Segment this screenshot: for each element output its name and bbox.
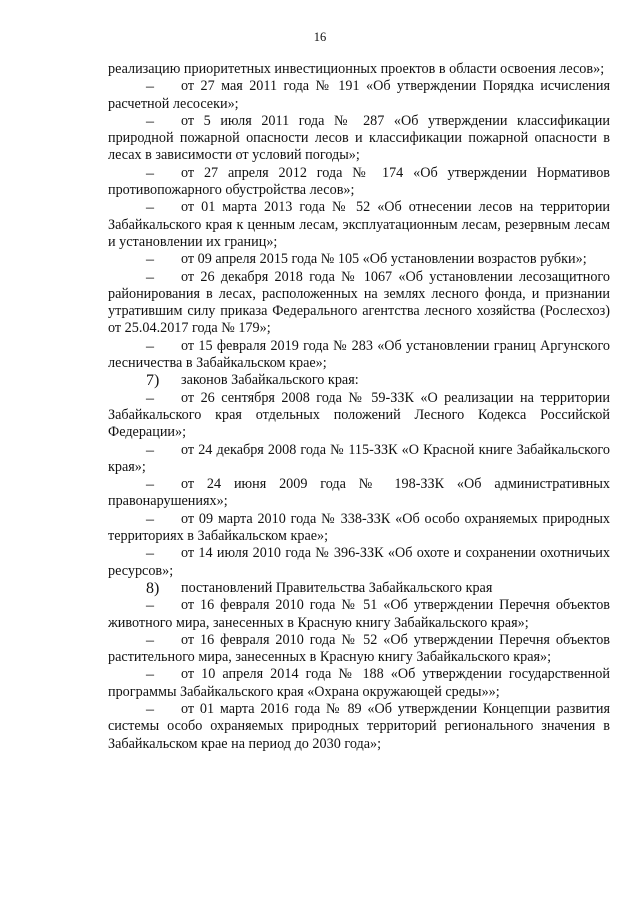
dash-marker: – <box>146 112 154 130</box>
numbered-section <box>108 372 610 389</box>
dash-marker: – <box>146 666 154 684</box>
list-item <box>108 701 610 753</box>
list-item-text: от 16 февраля 2010 года № 52 «Об утверждении Перечня объектов растительного мира, занесенных в Красную книгу Забайкальского края»; <box>108 631 610 666</box>
dash-marker: – <box>146 199 154 217</box>
dash-marker: – <box>146 441 154 459</box>
section-number: 8) <box>146 579 160 597</box>
list-item-text: от 26 декабря 2018 года № 1067 «Об установлении лесозащитного районирования в лесах, расположенных на землях лесного фонда, и признании утратившим силу приказа Федерального агентства лесного хозяйства (Рослесхоз) от 25.04.2017 года № 179»; <box>108 268 610 337</box>
list-item-text: от 14 июля 2010 года № 396-ЗЗК «Об охоте и сохранении охотничьих ресурсов»; <box>108 545 610 579</box>
list-item-text: от 15 февраля 2019 года № 283 «Об установлении границ Аргунского лесничества в Забайкальском крае»; <box>108 337 610 372</box>
paragraph-continuation: реализацию приоритетных инвестиционных проектов в области освоения лесов»; <box>108 61 605 77</box>
list-item <box>108 597 610 632</box>
list-item <box>108 251 610 268</box>
dash-marker: – <box>146 510 154 528</box>
list-item-text: от 16 февраля 2010 года № 51 «Об утверждении Перечня объектов животного мира, занесенных в Красную книгу Забайкальского края»; <box>108 597 610 631</box>
dash-marker: – <box>146 631 154 649</box>
dash-marker: – <box>146 597 154 615</box>
numbered-section <box>108 580 610 597</box>
list-item <box>108 165 610 200</box>
list-item <box>108 113 610 165</box>
list-item-text: от 24 декабря 2008 года № 115-ЗЗК «О Красной книге Забайкальского края»; <box>108 441 610 475</box>
list-item <box>108 199 610 251</box>
list-item-text: от 09 апреля 2015 года № 105 «Об установлении возрастов рубки»; <box>181 251 587 268</box>
section-heading: законов Забайкальского края: <box>181 372 359 389</box>
list-item-text: от 5 июля 2011 года № 287 «Об утверждении классификации природной пожарной опасности лесов и классификации пожарной опасности в лесах в зависимости от условий погоды»; <box>108 112 610 164</box>
list-item-text: от 01 марта 2013 года № 52 «Об отнесении лесов на территории Забайкальского края к ценным лесам, эксплуатационным лесам, резервным лесам и установлении их границ»; <box>108 199 610 250</box>
list-item <box>108 666 610 701</box>
list-item-text: от 27 мая 2011 года № 191 «Об утверждении Порядка исчисления расчетной лесосеки»; <box>108 78 610 112</box>
list-item <box>108 476 610 511</box>
dash-marker: – <box>146 164 154 182</box>
list-item <box>108 78 610 113</box>
dash-marker: – <box>146 700 154 718</box>
list-item <box>108 511 610 546</box>
list-item-text: от 26 сентября 2008 года № 59-ЗЗК «О реализации на территории Забайкальского края отдельных положений Лесного Кодекса Российской Федерации»; <box>108 389 610 441</box>
dash-marker: – <box>146 251 154 269</box>
list-item <box>108 390 610 442</box>
section-number: 7) <box>146 372 160 390</box>
list-item-text: от 27 апреля 2012 года № 174 «Об утверждении Нормативов противопожарного обустройства лесов»; <box>108 164 610 199</box>
dash-marker: – <box>146 389 154 407</box>
section-heading: постановлений Правительства Забайкальского края <box>181 579 493 596</box>
dash-marker: – <box>146 78 154 96</box>
dash-marker: – <box>146 545 154 563</box>
list-item <box>108 442 610 477</box>
dash-marker: – <box>146 337 154 355</box>
list-item <box>108 338 610 373</box>
list-item-text: от 10 апреля 2014 года № 188 «Об утверждении государственной программы Забайкальского края «Охрана окружающей среды»»; <box>108 666 610 700</box>
page-number: 16 <box>313 30 327 44</box>
list-item <box>108 545 610 580</box>
document-body <box>108 61 610 753</box>
dash-marker: – <box>146 476 154 494</box>
list-item <box>108 269 610 338</box>
dash-marker: – <box>146 268 154 286</box>
list-item-text: от 24 июня 2009 года № 198-ЗЗК «Об административных правонарушениях»; <box>108 476 610 510</box>
list-item <box>108 632 610 667</box>
list-item-text: от 01 марта 2016 года № 89 «Об утверждении Концепции развития системы особо охраняемых природных территорий регионального значения в Забайкальском крае на период до 2030 года»; <box>108 700 610 752</box>
list-item-text: от 09 марта 2010 года № 338-ЗЗК «Об особо охраняемых природных территориях в Забайкальском крае»; <box>108 510 610 545</box>
